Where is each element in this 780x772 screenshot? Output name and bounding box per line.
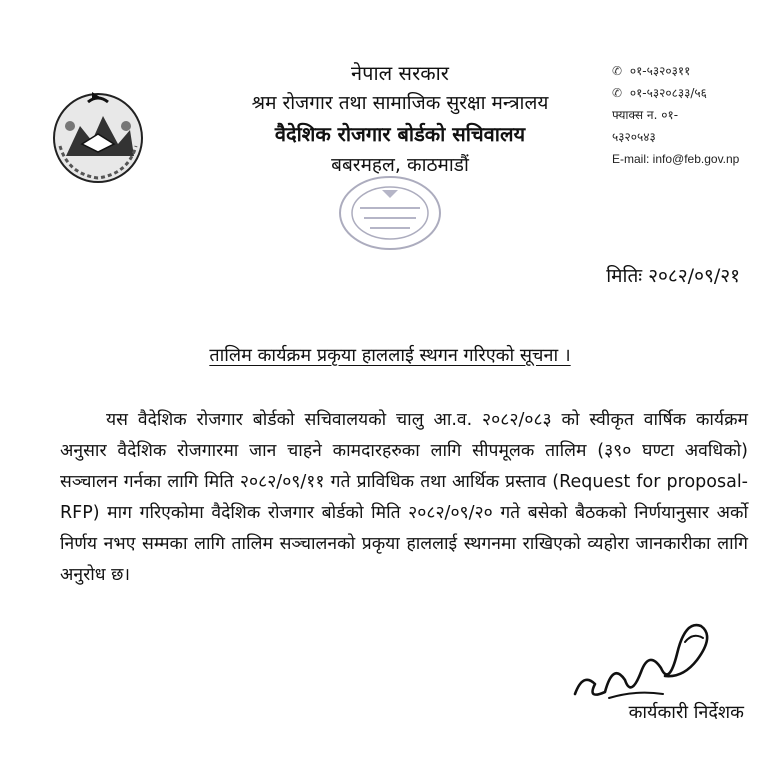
ministry-name: श्रम रोजगार तथा सामाजिक सुरक्षा मन्त्रालय <box>251 92 549 114</box>
fax-number: ५३२०५४३ <box>612 130 656 144</box>
letterhead <box>210 58 590 180</box>
email-address: E-mail: info@feb.gov.np <box>612 152 740 166</box>
office-address: बबरमहल, काठमाडौं <box>331 154 469 176</box>
office-stamp-icon <box>330 168 450 258</box>
notice-subject-text: तालिम कार्यक्रम प्रकृया हाललाई स्थगन गरिएको सूचना । <box>209 345 571 366</box>
notice-paragraph: यस वैदेशिक रोजगार बोर्डको सचिवालयको चालु आ.व. २०८२/०८३ को स्वीकृत वार्षिक कार्यक्रम अनुसार वैदेशिक रोजगारमा जान चाहने कामदारहरुका लागि सीपमूलक तालिम (३९० घण्टा अवधिको) सञ्चालन गर्नका लागि मिति २०८२/०९/११ गते प्राविधिक तथा आर्थिक प्रस्ताव (Request for proposal- RFP) माग गरिएकोमा वैदेशिक रोजगार बोर्डको मिति २०८२/०९/२० गते बसेको बैठकको निर्णयानुसार अर्को निर्णय नभए सम्मका लागि तालिम सञ्चालनको प्रकृया हाललाई स्थगनमा राखिएको व्यहोरा जानकारीका लागि अनुरोध छ। <box>60 410 748 585</box>
secretariat-name: वैदेशिक रोजगार बोर्डको सचिवालय <box>274 122 526 146</box>
phone-number-2: ०१-५३२०८३३/५६ <box>629 86 707 100</box>
phone-icon: ✆ <box>612 86 623 100</box>
government-name: नेपाल सरकार <box>351 61 449 85</box>
notice-subject <box>0 343 780 367</box>
nepal-emblem-icon <box>48 86 148 186</box>
phone-line-1 <box>612 60 739 82</box>
phone-number-1: ०१-५३२०३११ <box>629 64 691 78</box>
phone-line-2 <box>612 82 739 104</box>
phone-icon: ✆ <box>612 64 623 78</box>
letter-date: मितिः २०८२/०९/२१ <box>606 265 740 287</box>
contact-info <box>612 60 739 170</box>
signatory-title: कार्यकारी निर्देशक <box>628 702 744 723</box>
notice-body <box>60 405 748 591</box>
fax-label: फ्याक्स न. ०१- <box>612 108 679 122</box>
